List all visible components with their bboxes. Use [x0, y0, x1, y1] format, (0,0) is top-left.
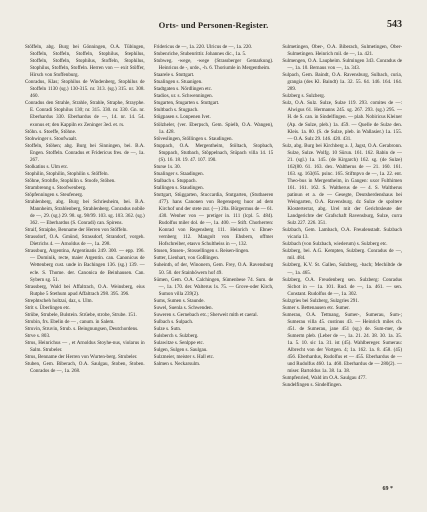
- register-entry: Sums, Sumen s. Staunde.: [153, 297, 205, 304]
- register-entry: Salmen s. Neckarsulm.: [153, 361, 201, 368]
- register-entry: Stolkatins s. Ulm etc.: [25, 163, 69, 170]
- register-entry: Strambrenng s. Stoofwenberg.: [25, 184, 87, 191]
- register-entry: Stadios, ur. s. Schwenningen.: [153, 93, 213, 100]
- register-entry: Sutter, Lienhart, von Goßlingen.: [153, 255, 220, 262]
- register-entry: Sümen, Gem. O.A. Calchingen, Sümenbese 74. Sum. de —, 1a. 170. der. Walterus 1s. 75. — Grove-oder Kirch, Sumon villa 239(2).: [153, 276, 274, 297]
- register-entry: Stuben, Gem. Biberach, O.A. Saulgau, Stoben, Stoben. Conrados de —, 1a. 268.: [25, 361, 145, 375]
- register-entry: Sulmetingen, Ober-, O.A. Biberach, Sulmetingen, Ober-Sulmetingen. Heinrich mil. de —, 1a. 421.: [282, 44, 403, 58]
- register-entry: Stubenriche, Stubenrittir. Johannes dic., 1a. 5.: [153, 51, 247, 58]
- register-entry: Stophilin, Stophilin, Stophilin s. Stöffeln.: [25, 170, 109, 177]
- register-entry: Stöffeln, abg. Burg bei Gönningen, O.A. Tübingen, Stoffeln, Stoffeln, Stoffeln, Stophilus, Stephilus, Stoffeln, Stoffeln, Stophilus, Stoffeln, Stophilus, Stophilus, Stoffeln, Stoffeln. Herren von — exit Stöffer, Hirsch von Stoffenburg.: [25, 44, 145, 79]
- register-entry: Suweren s. Gernebach etc.; Sherweit mith et caeral.: [153, 311, 258, 318]
- register-entry: Stadtgaten s. Nördlingen etc.: [153, 86, 213, 93]
- register-entry: Sulmengen, O.A. Laupheim. Sulmingen 343. Conradus de —, 1a. 10. Bernaus von —, 1a. 343.: [282, 58, 403, 72]
- register-column-1: [25, 44, 145, 482]
- register-entry: Sulzberg, O.A. Freudenberg sen. Sulzberg: Conradus Sicbot in — 1a. 101. Rud. de —, 1a. 461. — sen. Constant. Rudolfus de —, 1a. 302.: [282, 276, 403, 297]
- register-entry: Conradus den Strahle, Strahle, Strahle, Straphe, Strayphe. E. Conradi Stophilus 130; nr. 315. 330. nr. 330. Gn. nr. Eberhardus 330. Eberhardus de —, 14. nr. 14. 54. exonus et; den Kappiln ex Zeninger 3ed. et. rs.: [25, 100, 145, 128]
- register-entry: Fridericus de —, 1a. 220. Ulricus de —, 1a. 220.: [153, 44, 253, 50]
- register-entry: Sulzberg, K.V. St. Gallen, Sulzberg, -bach; Mechiltde de —, 1a. 465.: [282, 262, 403, 276]
- register-entry: Sulzbach (von Sulzbach, wiederum) s. Sulzberg etc.: [282, 241, 388, 248]
- register-entry: Stöpfenningen s. Steufenerg.: [25, 191, 84, 198]
- register-entry: Stalbach s. Stuppach.: [153, 177, 197, 184]
- register-column-2: [154, 44, 274, 482]
- register-entry: Sturse 1s. 30.: [153, 163, 181, 170]
- register-entry: Stusen, Stusen-, Stossellingen s. Reisen-lingen.: [153, 248, 250, 255]
- register-entry: Strephtscheh holtzai, daz, s. Ulm.: [25, 297, 93, 304]
- register-entry: Sumpfenried, Wald im O.A. Saulgau 477.: [282, 375, 367, 382]
- register-columns: [25, 44, 402, 482]
- register-entry: Stügpasen s. Lonpenen Ivet.: [153, 114, 211, 121]
- register-entry: Stuttgart, Stüggarten, Stuccardia, Stutgarten, (Stutbaeren 477). hans Canonen von Regensperg huor ad dem Kirchof und der stete zur. (—) 20a. Bürgermus de — 61. 430. Wenher von — pretiger in. 111 (lcpl. 5. 484). Rudolfus miler dol. de —, 1a. 400. — Stift. Chorherren: Konrad von Regensberg 111. Heinrich v. Ebner-vernberg 112. Mangolt von Ehsbern, offmer Hofschreiber, etasvo Schultheiss in —, 132.: [153, 191, 274, 248]
- register-entry: Stohwinger s. Stoofwaalt.: [25, 135, 78, 142]
- register-entry: Stöhne, Strohfle, Stophilin s. Stoofe, Stöhen.: [25, 177, 116, 184]
- register-entry: Sulzgries bei Sulzberg, Sulzgries 291.: [282, 297, 360, 304]
- register-entry: Sulz, O.A. Sulz. Sulze, Sulze 119. 293. comites de —: Alwigus 61. Hermanns 245. sg. 267. 293. (sg.) 295. — H. de S. can. in Sindelfingen. — plab. Nobiricus Kleiner (Ap. de Sulze, pleb.) 1a. 459. — Quelle de Sulze den. Kleis. 1a. 80. (S. de Sulze, pleb. in Wallasier.) 1a. 155. — O.A. Sulz 29. 146. 420. 431.: [282, 100, 403, 142]
- register-entry: Straif, Straiphe, Benname der Herren von Stöffeln.: [25, 227, 128, 234]
- register-entry: Sulsberch s. Sulzberg.: [153, 332, 199, 339]
- register-entry: Sulgen, Sulgen s. Saulgau.: [153, 347, 208, 354]
- register-entry: Strus, Benname der Herren von Wurten-berg. Strubeler.: [25, 354, 138, 361]
- register-entry: Sulzberg s. Sulzberg.: [282, 93, 326, 100]
- register-entry: Stultbach s. Stugpach.: [153, 107, 199, 114]
- register-entry: Sumer s. Bettenausen etc. Sumer.: [282, 304, 350, 311]
- register-entry: Conradus, Klas; Stophilus de Windenberg, Stophilus de Stoffeln 1130 (sg.) 130-315. nr. 313. (sg.) 315. nr. 308. 460.: [25, 79, 145, 100]
- register-entry: Staarele s. Stuttgart.: [153, 72, 195, 79]
- register-entry: Strübe, Strubele, Bulstein. Strüebe, strobe, Strube. 151.: [25, 311, 137, 318]
- register-entry: Suheinth, of der, Winonern, Gem. Frey, O.A. Ravensburg 50. 50. der Stainhöwern hof 49.: [153, 262, 274, 276]
- register-entry: Strubin, frs. Ebelin de — , canum. in Salem.: [25, 318, 115, 325]
- register-entry: Stualinger s. Staadingen.: [153, 170, 204, 177]
- register-entry: Sumerau, O.A. Tettnang, Sumer-, Sumerau, Sum-; Sumerau villa 45. custinus 43. — Heinrich miles ch. 451. de Sumerau, jane 451 (sg.) de. Sum-mer, de Sumerm pleb. (Leber de —, 1a. 21. 24. 38. 30. 1a. 35. 1a. 5. 10. sic 1a. 31. ist (45). Wahlbereger. Sumerau: Albrecht von der Vortgen. 4; 1a. 162. 1a. 8. 458. (45) 456. Eberhardus, Rudolfus et — 455. Eberhardus de — und Rudolfus 460. 1a. 460. Eberhardus de — 280(2). — miser. Bartoldus 1a. 38. 1a. 38.: [282, 311, 403, 375]
- register-entry: Strit s. Überlingen etc.: [25, 304, 71, 311]
- register-entry: Suwel, Suenla s. Schwenden.: [153, 304, 213, 311]
- running-head: [25, 20, 402, 34]
- register-entry: Strassburg, Argentina, Argentinatis 249. 300. — epp. 196. — Dominik, recte, maier Argentin. can. Canonicus de Wettenberg cust. unde in Bachingen 136. (sg.) 139. — ecle. S. Thome. der. Canonica de Beinhausen. Can. Sybern sg. 51.: [25, 248, 145, 283]
- register-entry: Sundelfingen s. Sindelfingen.: [282, 382, 343, 389]
- register-entry: Stölzheler, (ver. Eberpsch, Gem. Spielb, O.A. Wangen), 1a. 428.: [153, 121, 274, 135]
- register-entry: Stöveslingen, Stöllingen s. Staudingen.: [153, 135, 233, 142]
- register-entry: Stoffeln, Stöhen; abg. Burg bei Sinningen, bei. B.A. Engen. Stoffeln. Conradus et Fridericus fres. de —, 1a. 267.: [25, 142, 145, 163]
- register-entry: Sulbach s. Sulpach.: [153, 318, 194, 325]
- page-title: Orts- und Personen-Register.: [158, 20, 269, 30]
- register-entry: Stöhn. s. Stoeffe, Stöhne.: [25, 128, 77, 135]
- register-entry: Stallingen s. Staudingen.: [153, 184, 204, 191]
- register-entry: Stubweg. -wege, -wege (Strassberger Gemarkung). Heinricus de -, urde., -h. 6. Thoriumle in Mergentheim.: [153, 58, 274, 72]
- register-entry: Sulzmeier, meister s. Hall etc.: [153, 354, 215, 361]
- printer-signature: 69 *: [382, 486, 393, 492]
- register-entry: Sulzbach, Gem. Lambach, O.A. Freudenstadt. Sulzbach vicaria 13.: [282, 227, 403, 241]
- register-entry: Strassberg, Wald bei Affaltrach, O.A. Weinsberg, eius Rutphe 5 Stethum apud Affaltrach 298. 395. 396.: [25, 283, 145, 297]
- register-entry: Stugarten, Stugarten s. Stuttgart.: [153, 100, 220, 107]
- register-entry: Strus, Heinrichus — , et Arnoldus Stoyhe-nus, violarus in Salm. Strubeler.: [25, 339, 145, 354]
- register-entry: Stualingen s. Stuanigen.: [153, 79, 203, 86]
- register-entry: Struvin, Struvin, Strub. s. Beingnungsen, Deutchordens.: [25, 325, 139, 332]
- register-entry: Strassdorf, O.A. Gmünd, Strassdorf, Strandorf, vorgeh. Dietrichs 4. — Arnoldus de —, 1a. 298.: [25, 234, 145, 248]
- page-number: 543: [387, 19, 402, 30]
- register-entry: Sulz, abg. Burg bei Kirchberg a. J, Jagst, O.A. Gerabronn. Sulze, Sulze. Wolfg. 10 Sürun. 161. 162. Rabin de — 21. (sgl.) 1a. 145. (de Kirgarch) 162. sg. (de Sulze) 162(80. 61. 163. dex. Waltherus de — 21. 160. 161. 163. sg. 163(65. psinc. 165. Stiftnpvo de —, 1a. 22. ent. Theo-bus in Mergentheim, in Gangen: uxor Fulthimen 161. 161. 162. S. Waltherus de — 4. S. Waltherus patinun et a. de — Gesegte, Deutsherdenshaus bei Weingarten, O.A. Ravensburg. dz Sulze de spoltere Klosterterrat, abg. Urel mit der Gerichtsleute der Landgerichte der Grafschaft Ravensburg, Sulze, curra Sulz 227. 226. 351.: [282, 142, 403, 227]
- register-entry: Sulze s. Sutn.: [153, 325, 182, 332]
- register-entry: Sulzberg, bei. A.G. Kempten, Sulzberg. Conradus de —, mil. 484.: [282, 248, 403, 262]
- register-entry: Stuppach, O.A. Mergentheim, Stöltach, Stopbach, Stuppach, Stutbach, Stöppelnach, Stüpach villa 14. 15 (S). 16. 18. 19. 47. 107. 190.: [153, 142, 274, 163]
- register-entry: Strahlenberg, abg. Burg bei Schriesheim, bei. B.A. Mannheim, Strahlenberg, Strahlenberg. Conradus nobile de —, 29. (sg.) 29. 98. sg. 98/99. 103. sg. 103. 362. (sg.) 362. — Eberhardus (S. Conradi) can. Spirens.: [25, 199, 145, 227]
- register-entry: Strve s. 803.: [25, 332, 51, 339]
- register-entry: Sulpach, Gem. Baindt, O.A. Ravensburg, Sulbach, curia, grangia (des Kl. Baindt) 1a. 32. 55. 64. 146. 164. 164. 289.: [282, 72, 403, 93]
- register-column-3: [282, 44, 402, 482]
- register-entry: Sulawitze s. Senlppe etc.: [153, 339, 204, 346]
